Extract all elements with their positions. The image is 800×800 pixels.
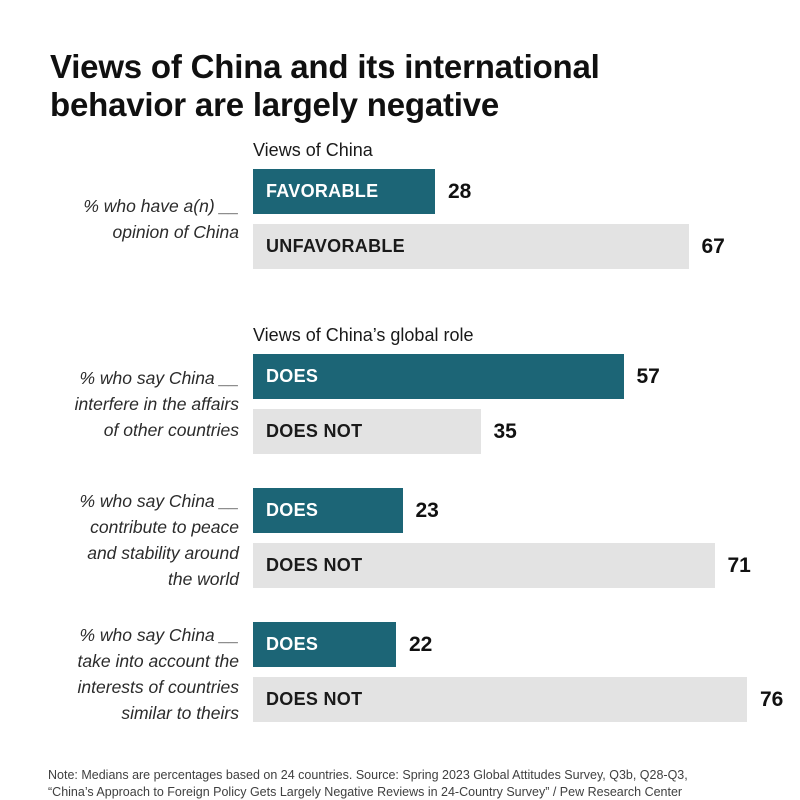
bar-value: 23 — [415, 498, 439, 522]
bar-label: DOES NOT — [266, 421, 363, 441]
bar-row-does — [253, 354, 800, 399]
row-label-line: and stability around — [87, 543, 239, 563]
row-label-line: interests of countries — [77, 677, 239, 697]
bar-row-does-not — [253, 677, 800, 722]
bar-row-does-not — [253, 409, 800, 454]
row-label-line: % who say China __ — [79, 368, 239, 388]
bar-does-not — [253, 409, 481, 454]
row-label-line: % who say China __ — [79, 491, 239, 511]
bar-label: FAVORABLE — [266, 181, 379, 201]
bar-row-does — [253, 622, 800, 667]
bar-row-favorable — [253, 169, 800, 214]
bar-does — [253, 354, 624, 399]
bar-block — [253, 139, 800, 269]
bar-unfavorable — [253, 224, 689, 269]
row-label-opinion-of-china — [0, 139, 253, 269]
row-label-line: of other countries — [103, 420, 239, 440]
chart-group-peace — [0, 488, 800, 592]
row-label-line: opinion of China — [112, 222, 239, 242]
bar-value: 57 — [636, 364, 660, 388]
bar-row-unfavorable — [253, 224, 800, 269]
bar-value: 71 — [727, 553, 751, 577]
chart-group-views-of-china — [0, 139, 800, 269]
group-header-views-of-china: Views of China — [253, 140, 373, 160]
source-note-line-2: “China’s Approach to Foreign Policy Gets Largely Negative Reviews in 24-Country Survey” / Pew Research Center — [48, 784, 683, 799]
bar-block — [253, 622, 800, 726]
row-label-peace — [0, 488, 253, 592]
row-label-line: contribute to peace — [90, 517, 239, 537]
bar-favorable — [253, 169, 435, 214]
bar-row-does — [253, 488, 800, 533]
row-label-line: % who say China __ — [79, 625, 239, 645]
bar-block — [253, 488, 800, 592]
bar-does-not — [253, 543, 715, 588]
bar-label: DOES NOT — [266, 555, 363, 575]
chart-group-interfere — [0, 324, 800, 454]
bar-does — [253, 622, 396, 667]
bar-label: DOES — [266, 634, 319, 654]
source-note — [48, 767, 770, 800]
row-label-line: the world — [167, 569, 239, 589]
chart-title — [50, 48, 600, 124]
chart-group-interests — [0, 622, 800, 726]
bar-value: 22 — [409, 632, 433, 656]
bar-label: DOES — [266, 366, 319, 386]
bar-value: 28 — [448, 179, 472, 203]
row-label-line: take into account the — [77, 651, 239, 671]
bar-row-does-not — [253, 543, 800, 588]
bar-value: 67 — [701, 234, 725, 258]
bar-block — [253, 324, 800, 454]
chart-title-line-1: Views of China and its international — [50, 48, 600, 86]
bar-label: DOES — [266, 500, 319, 520]
group-header-global-role: Views of China’s global role — [253, 325, 474, 345]
row-label-interests — [0, 622, 253, 726]
row-label-line: interfere in the affairs — [74, 394, 239, 414]
bar-value: 76 — [760, 687, 784, 711]
source-note-line-1: Note: Medians are percentages based on 24 countries. Source: Spring 2023 Global Attitudes Survey, Q3b, Q28-Q3, — [48, 767, 688, 782]
row-label-interfere — [0, 324, 253, 454]
bar-does-not — [253, 677, 747, 722]
bar-value: 35 — [493, 419, 517, 443]
bar-label: DOES NOT — [266, 689, 363, 709]
bar-label: UNFAVORABLE — [266, 236, 405, 256]
row-label-line: similar to theirs — [121, 703, 239, 723]
bar-does — [253, 488, 403, 533]
row-label-line: % who have a(n) __ — [83, 196, 239, 216]
chart-title-line-2: behavior are largely negative — [50, 86, 500, 124]
